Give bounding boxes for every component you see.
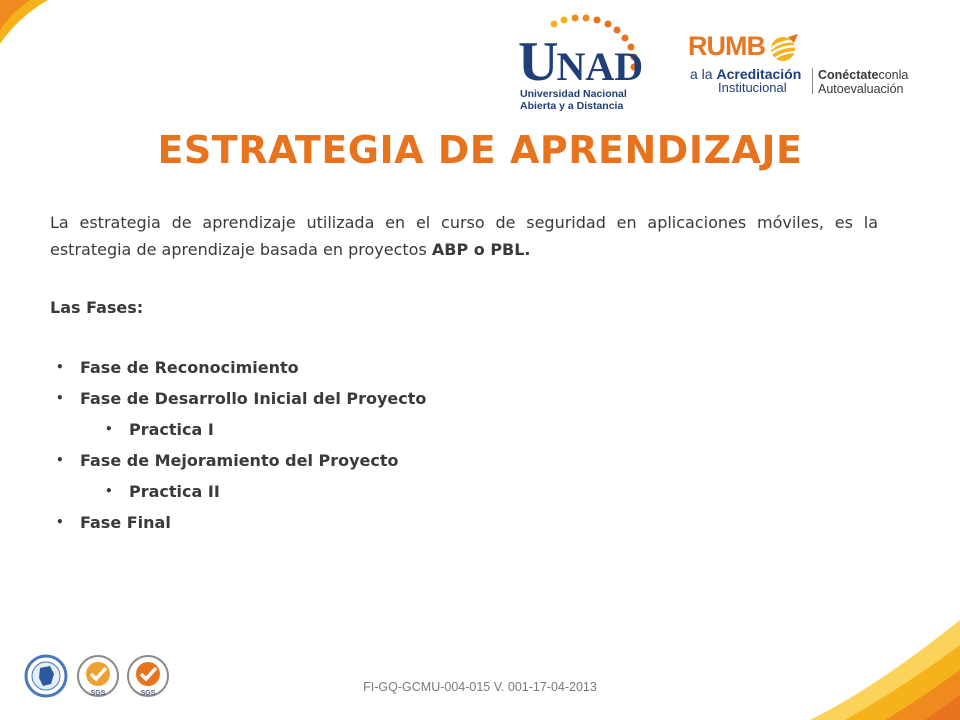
list-item-label: Practica II: [129, 482, 220, 501]
corner-swoosh-top-left: [0, 0, 60, 60]
rumbo-line1: a la Acreditación: [690, 66, 802, 82]
bullet-icon: •: [105, 484, 113, 498]
unad-wordmark: UNAD: [518, 31, 644, 93]
list-item-label: Fase de Mejoramiento del Proyecto: [80, 451, 399, 470]
list-item-label: Practica I: [129, 420, 214, 439]
sub-list-item: [50, 414, 850, 445]
unad-name-line1: Universidad Nacional: [520, 88, 627, 100]
list-item-label: Fase de Reconocimiento: [80, 358, 299, 377]
seal-label: SGS: [90, 690, 106, 697]
bullet-icon: •: [56, 391, 64, 405]
list-item: [50, 352, 850, 383]
slide-title: ESTRATEGIA DE APRENDIZAJE: [157, 128, 803, 172]
phases-heading: Las Fases:: [50, 298, 144, 317]
list-item: [50, 383, 850, 414]
logo-separator: [812, 68, 813, 94]
list-item: [50, 445, 850, 476]
intro-text: La estrategia de aprendizaje utilizada en el curso de seguridad en aplicaciones móviles, es la estrategia de aprendizaje basada en proyectos: [50, 213, 878, 259]
unad-logo: [514, 14, 646, 112]
rumbo-acreditacion-logo: [688, 32, 928, 102]
phase-list: [50, 352, 850, 538]
list-item: [50, 507, 850, 538]
bullet-icon: •: [56, 360, 64, 374]
intro-bold-term: ABP o PBL.: [431, 240, 531, 259]
rumbo-slogan: Conéctateconla: [818, 68, 909, 82]
rumbo-wordmark: RUMB: [688, 31, 765, 61]
document-code: FI-GQ-GCMU-004-015 V. 001-17-04-2013: [363, 680, 597, 694]
unad-name-line2: Abierta y a Distancia: [520, 100, 624, 112]
intro-paragraph: [50, 209, 878, 263]
bullet-icon: •: [56, 515, 64, 529]
rumbo-slogan-line2: Autoevaluación: [818, 82, 904, 96]
rumbo-line2: Institucional: [718, 80, 787, 95]
globe-icon: [768, 34, 802, 64]
corner-swoosh-bottom-right: [790, 600, 960, 720]
list-item-label: Fase Final: [80, 513, 171, 532]
sub-list-item: [50, 476, 850, 507]
bullet-icon: •: [56, 453, 64, 467]
bullet-icon: •: [105, 422, 113, 436]
footer-logos: [24, 654, 174, 704]
list-item-label: Fase de Desarrollo Inicial del Proyecto: [80, 389, 427, 408]
seal-label: SGS: [140, 690, 156, 697]
